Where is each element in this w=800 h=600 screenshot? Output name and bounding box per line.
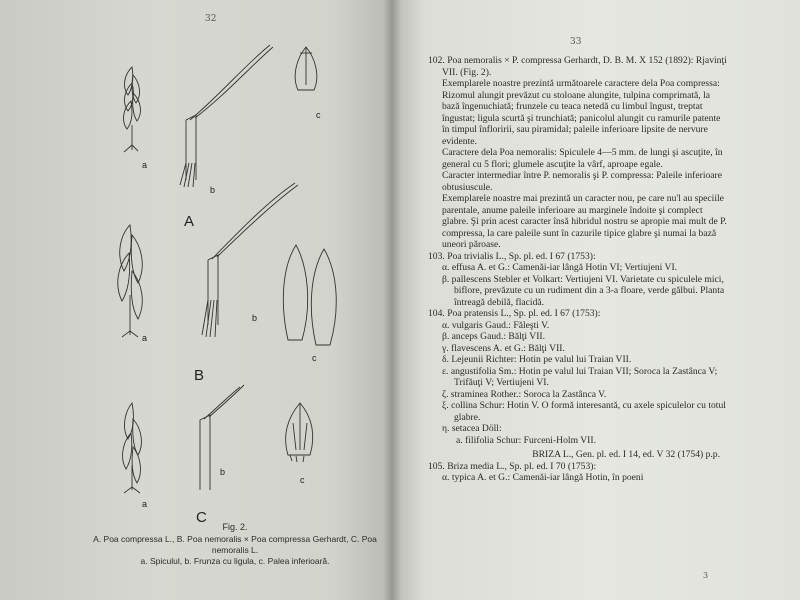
label-c-bottom: c	[300, 475, 305, 485]
entry-102-heading: 102. Poa nemoralis × P. compressa Gerhardt, D. B. M. X 152 (1892): Rjavinţi VII. (Fig. 2).	[428, 55, 727, 78]
palea-c-mid	[283, 245, 336, 345]
label-a-mid: a	[142, 333, 148, 343]
palea-c-bottom	[286, 403, 313, 462]
spikelet-a-bottom	[123, 403, 142, 493]
entry-104-gamma: γ. flavescens A. et G.: Bălţi VII.	[442, 342, 565, 354]
entry-103-alpha: α. effusa A. et G.: Camenăi-iar lângă Hotin VI; Vertiujeni VI.	[442, 262, 678, 273]
label-a-top: a	[142, 160, 148, 170]
label-B: B	[194, 367, 205, 384]
entry-104-delta: δ. Lejeunii Richter: Hotin pe valul lui Traian VII.	[442, 354, 632, 365]
entry-102-para-2: Caractere dela Poa nemoralis: Spiculele 4—5 mm. de lungi şi ascuţite, în general cu 5 flori; glumele ascuţite la vârf, aproape egale.	[442, 147, 723, 170]
label-b-top: b	[210, 185, 216, 195]
figure-caption	[80, 522, 390, 567]
palea-c-top	[295, 47, 317, 90]
entry-104-eta: η. setacea Döll:	[442, 423, 502, 434]
leaf-b-top	[180, 45, 273, 187]
label-a-bottom: a	[142, 499, 148, 509]
figure-2	[80, 35, 380, 535]
entry-104-eta-a: a. filifolia Schur: Furceni-Holm VII.	[456, 434, 596, 446]
entry-102-para-3: Caracter intermediar între P. nemoralis şi P. compressa: Paleile inferioare obtusiuscule.	[442, 170, 722, 193]
left-page	[0, 0, 392, 600]
right-page-text	[428, 55, 728, 484]
genus-briza-heading: BRIZA L., Gen. pl. ed. I 14, ed. V 32 (1754) p.p.	[532, 449, 720, 460]
right-page-number: 33	[570, 37, 582, 47]
book-gutter	[383, 0, 401, 600]
entry-105-alpha: α. typica A. et G.: Camenăi-iar lângă Hotin, în poeni	[442, 472, 644, 483]
caption-line-2: a. Spiculul, b. Frunza cu ligula, c. Palea inferioară.	[140, 556, 330, 566]
entry-104-heading: 104. Poa pratensis L., Sp. pl. ed. I 67 (1753):	[428, 308, 601, 319]
label-C: C	[196, 509, 207, 526]
left-page-number: 32	[205, 14, 217, 24]
entry-102-para-1: Exemplarele noastre prezintă următoarele caractere dela Poa compressa: Rizomul alungit prevăzut cu stoloane alungite, tulpina comprimată, la bază îngenuchiată; frunzele cu teaca netedă cu limbul îngust, treptat îngustat; ligula scurtă şi trunchiată; panicolul alungit cu ramurile patente în timpul înfloririi, sau piramidal; paleile inferioare lipsite de nervure evidente.	[442, 78, 721, 147]
entry-102-para-4: Exemplarele noastre mai prezintă un caracter nou, pe care nu'l au speciile parentale, anume paleile inferioare au marginele îndoite şi complect glabre. Şi prin acest caracter însă hibridul nostru se apropie mai mult de P. compressa, la care paleile sunt în cazurile tipice glabre şi numai la bază uneori păroase.	[442, 193, 727, 250]
entry-104-alpha: α. vulgaris Gaud.: Făleşti V.	[442, 319, 550, 331]
label-A: A	[184, 213, 195, 230]
spikelet-a-mid	[118, 225, 142, 337]
label-b-mid: b	[252, 313, 258, 323]
figure-drawings	[80, 35, 380, 525]
caption-title: Fig. 2.	[222, 522, 248, 532]
label-c-mid: c	[312, 353, 317, 363]
entry-104-xi: ξ. collina Schur: Hotin V. O formă interesantă, cu axele spiculelor cu totul glabre.	[442, 400, 726, 423]
label-c-top: c	[316, 110, 321, 120]
entry-105-heading: 105. Briza media L., Sp. pl. ed. I 70 (1753):	[428, 460, 597, 472]
label-b-bottom: b	[220, 467, 226, 477]
entry-103-beta: β. pallescens Stebler et Volkart: Vertiujeni VI. Varietate cu spiculele mici, biflore, prevăzute cu un rudiment din a 3-a floare, verde gălbui. Planta întreagă debilă, flacidă.	[442, 273, 725, 308]
entry-104-epsilon: ε. angustifolia Sm.: Hotin pe valul lui Traian VII; Soroca la Zastânca V; Trifăuţi V; Vertiujeni VI.	[442, 365, 718, 388]
spikelet-a-top	[124, 67, 141, 152]
entry-104-beta: β. anceps Gaud.: Bălţi VII.	[442, 331, 546, 342]
footer-mark: 3	[703, 571, 709, 580]
caption-line-1: A. Poa compressa L., B. Poa nemoralis × Poa compressa Gerhardt, C. Poa nemoralis L.	[93, 534, 377, 555]
entry-103-heading: 103. Poa trivialis L., Sp. pl. ed. I 67 (1753):	[428, 250, 596, 262]
entry-104-zeta: ζ. straminea Rother.: Soroca la Zastânca V.	[442, 388, 607, 400]
